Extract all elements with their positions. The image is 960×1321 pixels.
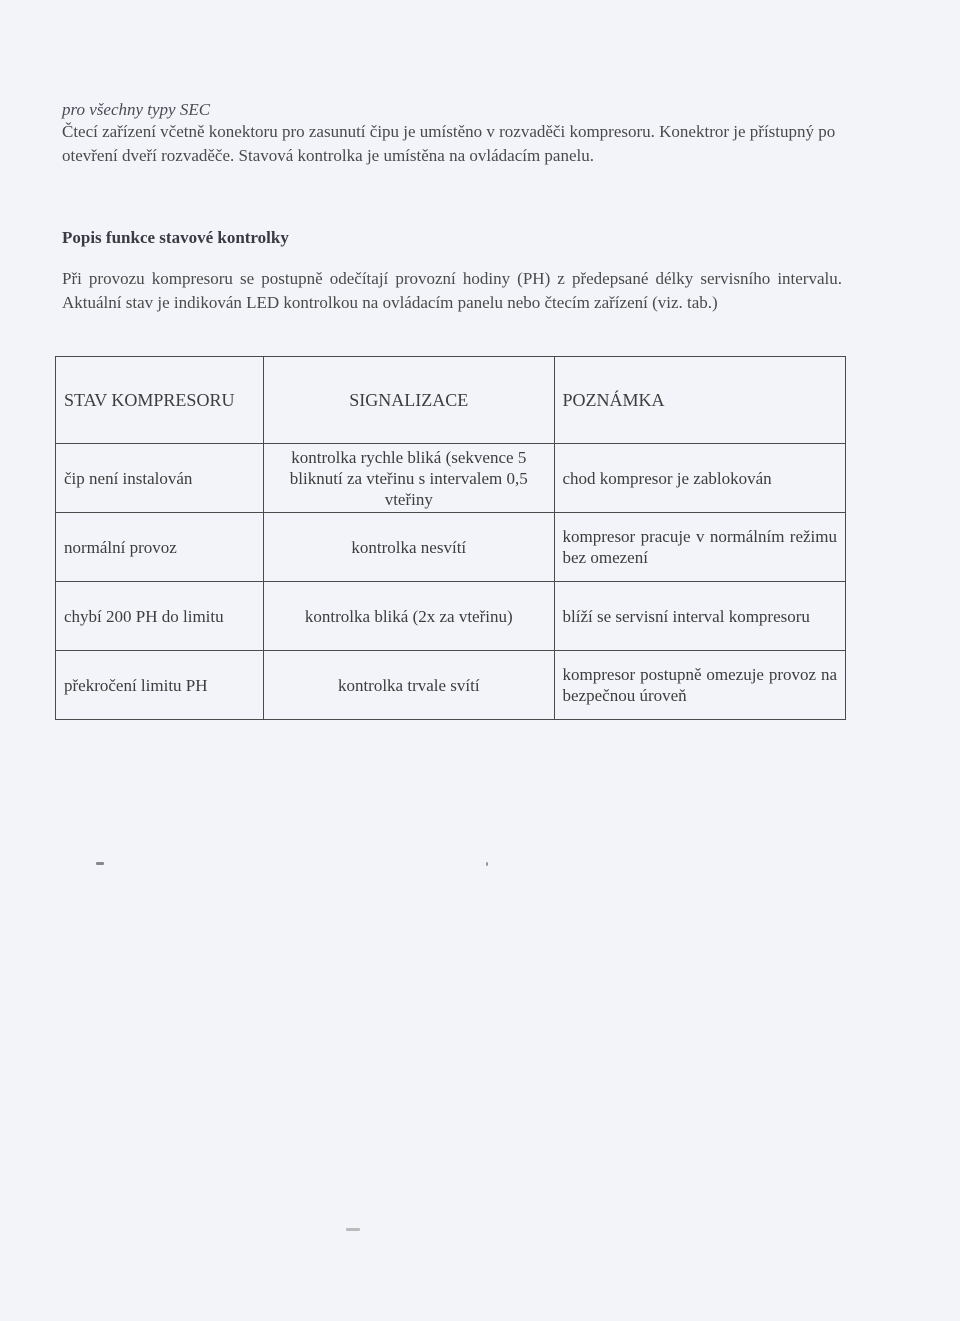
intro-subtitle: pro všechny typy SEC — [62, 100, 211, 119]
cell-stav: překročení limitu PH — [56, 651, 264, 720]
cell-signal: kontrolka rychle bliká (sekvence 5 bliknutí za vteřinu s intervalem 0,5 vteřiny — [264, 444, 554, 513]
table-header-row — [56, 357, 846, 444]
cell-signal: kontrolka nesvítí — [264, 513, 554, 582]
cell-signal: kontrolka bliká (2x za vteřinu) — [264, 582, 554, 651]
cell-note: kompresor postupně omezuje provoz na bezpečnou úroveň — [554, 651, 845, 720]
header-signalizace: SIGNALIZACE — [264, 357, 554, 444]
section-paragraph-text: Při provozu kompresoru se postupně odečítají provozní hodiny (PH) z předepsané délky servisního intervalu. Aktuální stav je indikován LED kontrolkou na ovládacím panelu nebo čtecím zařízení (viz. tab.) — [62, 269, 842, 312]
header-poznamka: POZNÁMKA — [554, 357, 845, 444]
cell-note: chod kompresor je zablokován — [554, 444, 845, 513]
header-stav: STAV KOMPRESORU — [56, 357, 264, 444]
cell-stav: normální provoz — [56, 513, 264, 582]
scan-speck — [346, 1228, 360, 1231]
section-title: Popis funkce stavové kontrolky — [62, 228, 289, 247]
table-row — [56, 444, 846, 513]
intro-paragraph: Čtecí zařízení včetně konektoru pro zasunutí čipu je umístěno v rozvaděči kompresoru. Konektror je přístupný po otevření dveří rozvaděče. Stavová kontrolka je umístěna na ovládacím panelu. — [62, 122, 836, 165]
scan-speck — [96, 862, 104, 865]
cell-note: blíží se servisní interval kompresoru — [554, 582, 845, 651]
scan-speck — [486, 862, 488, 866]
cell-note: kompresor pracuje v normálním režimu bez omezení — [554, 513, 845, 582]
table-row — [56, 651, 846, 720]
table-row — [56, 513, 846, 582]
cell-signal: kontrolka trvale svítí — [264, 651, 554, 720]
status-table — [55, 356, 846, 720]
cell-stav: čip není instalován — [56, 444, 264, 513]
cell-stav: chybí 200 PH do limitu — [56, 582, 264, 651]
section-paragraph — [62, 267, 842, 315]
table-row — [56, 582, 846, 651]
